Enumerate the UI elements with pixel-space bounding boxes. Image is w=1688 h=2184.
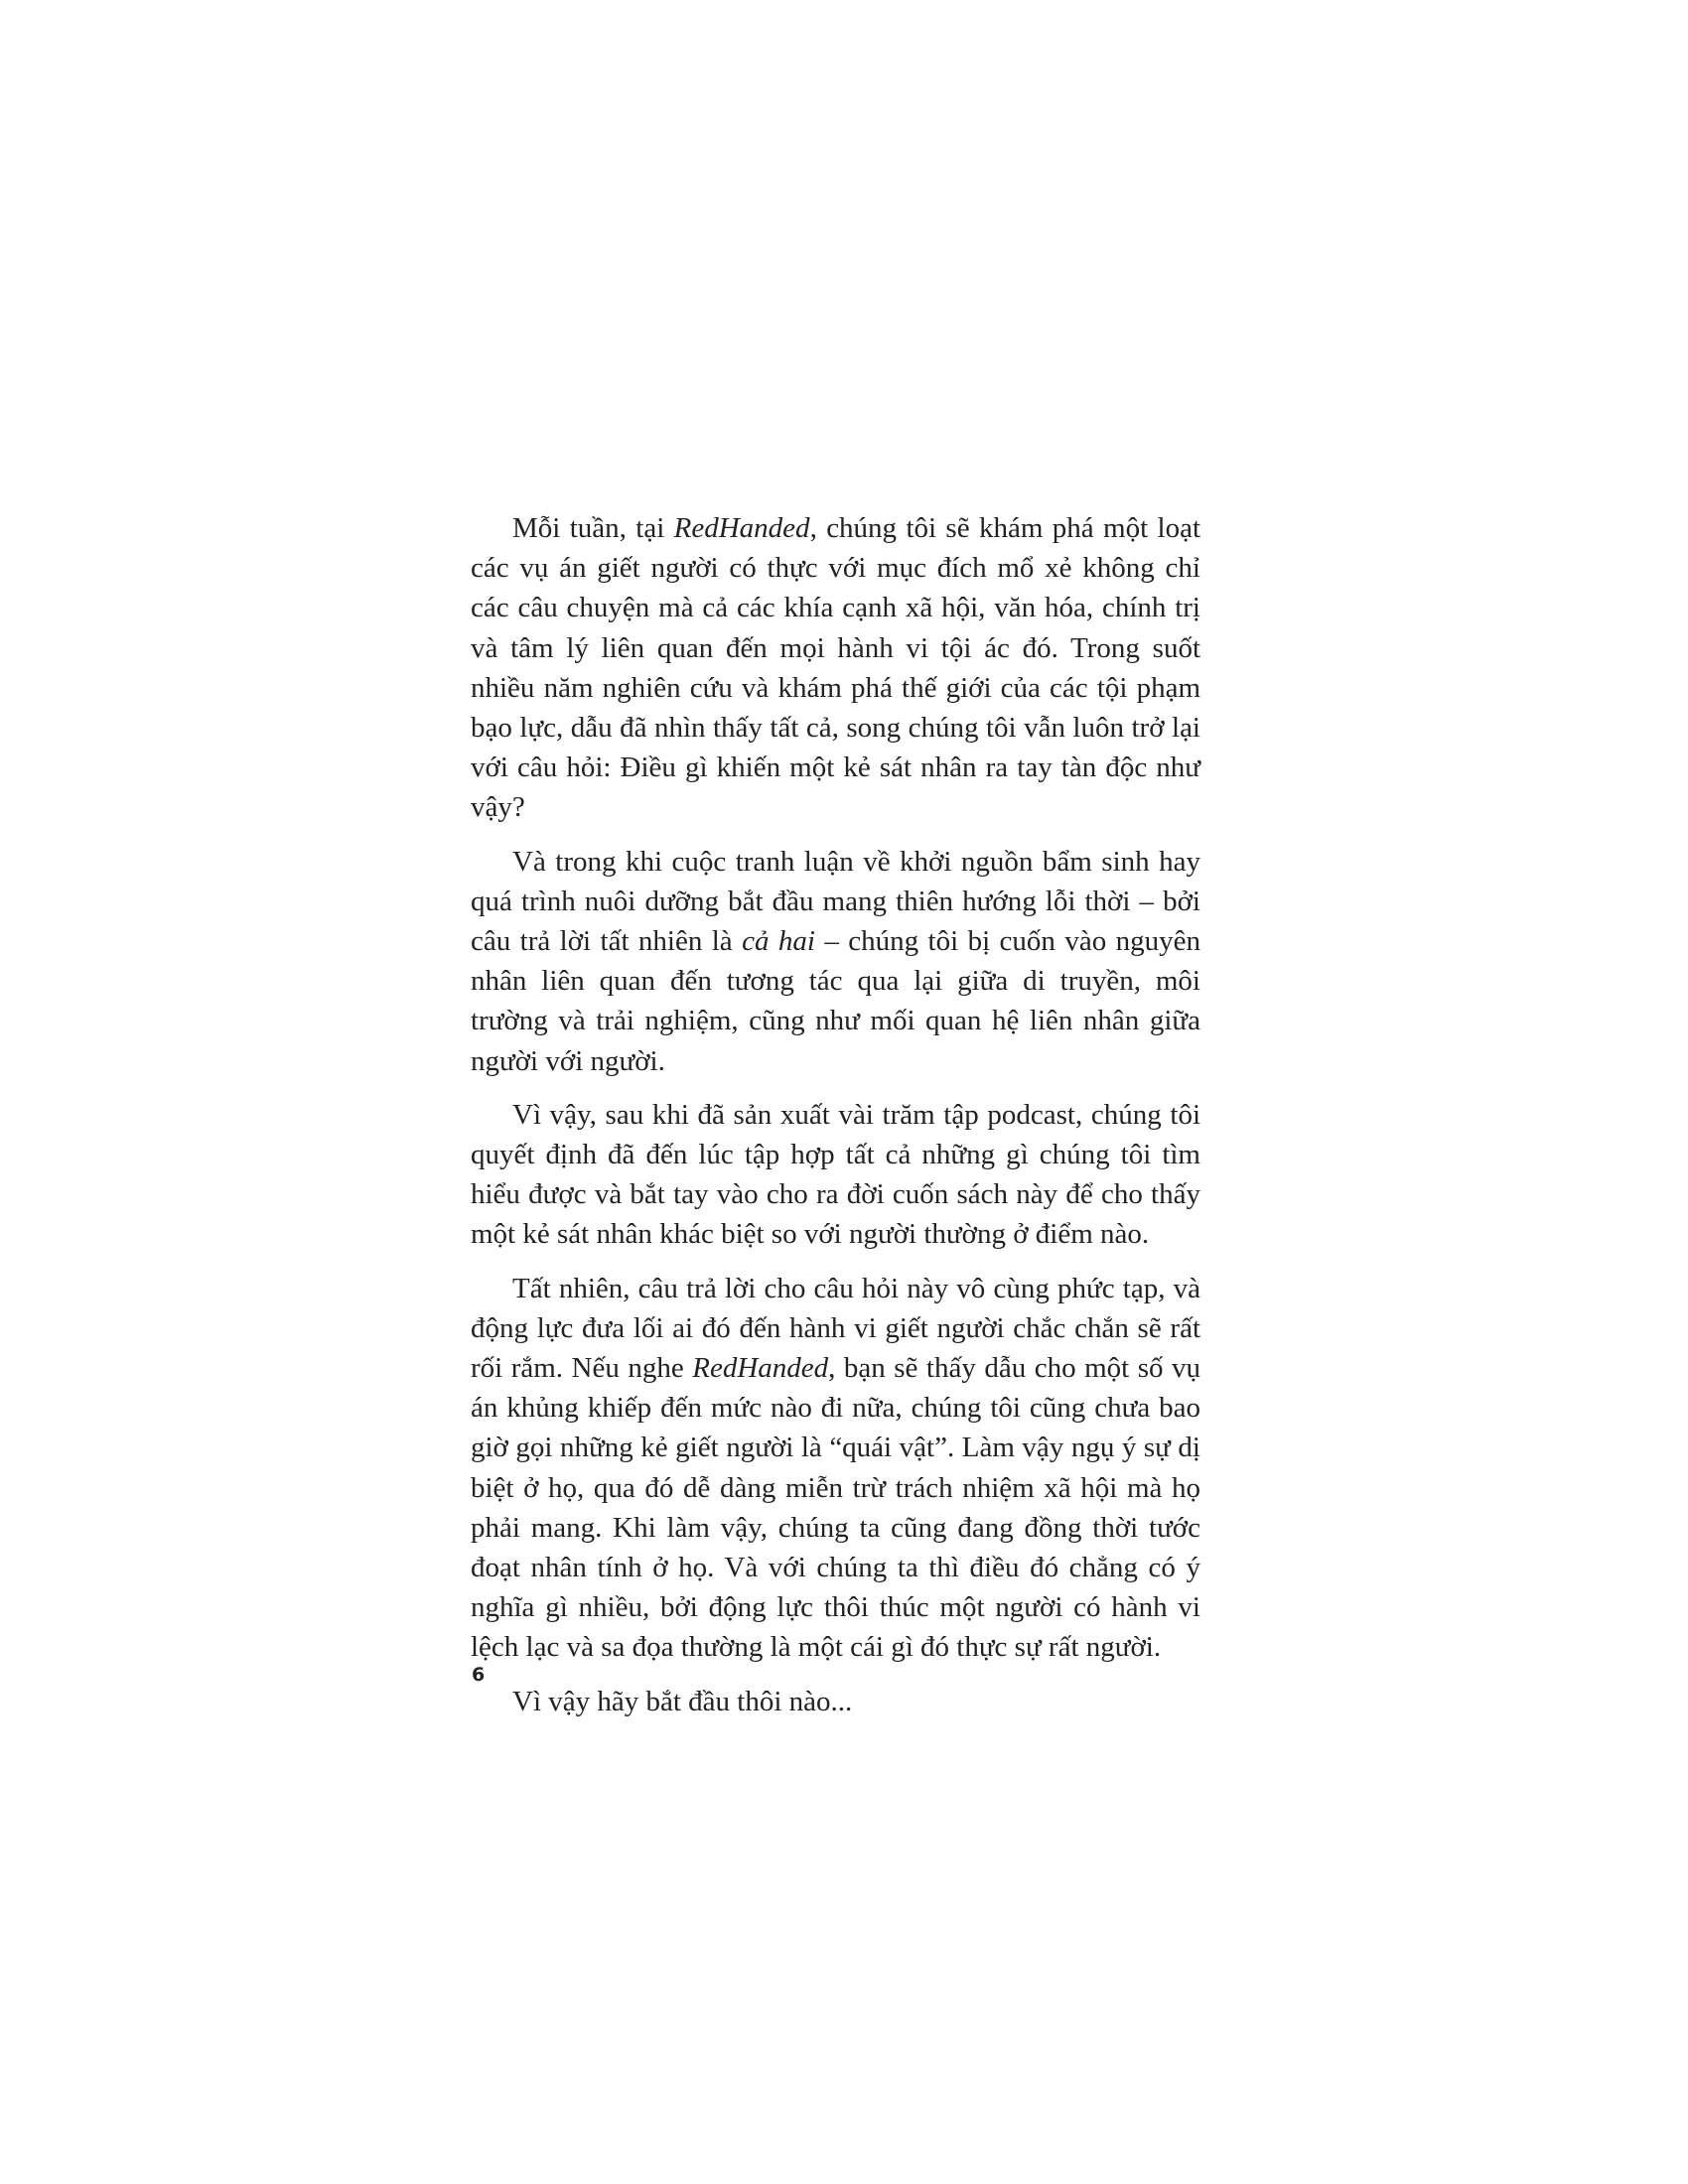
- text-run: – chúng tôi bị cuốn vào nguyên nhân liên quan đến tương tác qua lại giữa di truyền, môi trường và trải nghiệm, cũng như mối quan hệ liên nhân giữa người với người.: [471, 925, 1200, 1077]
- italic-run: RedHanded: [673, 512, 810, 544]
- paragraph: [471, 508, 1200, 828]
- body-text: [471, 508, 1200, 1721]
- text-run: Vì vậy, sau khi đã sản xuất vài trăm tập podcast, chúng tôi quyết định đã đến lúc tập hợp tất cả những gì chúng tôi tìm hiểu được và bắt tay vào cho ra đời cuốn sách này để cho thấy một kẻ sát nhân khác biệt so với người thường ở điểm nào.: [471, 1098, 1200, 1251]
- italic-run: cả hai: [742, 925, 815, 958]
- paragraph: [471, 1682, 1200, 1721]
- text-run: , bạn sẽ thấy dẫu cho một số vụ án khủng khiếp đến mức nào đi nữa, chúng tôi cũng chưa bao giờ gọi những kẻ giết người là “quái vật”. Làm vậy ngụ ý sự dị biệt ở họ, qua đó dễ dàng miễn trừ trách nhiệm xã hội mà họ phải mang. Khi làm vậy, chúng ta cũng đang đồng thời tước đoạt nhân tính ở họ. Và với chúng ta thì điều đó chẳng có ý nghĩa gì nhiều, bởi động lực thôi thúc một người có hành vi lệch lạc và sa đọa thường là một cái gì đó thực sự rất người.: [471, 1352, 1200, 1664]
- text-run: Mỗi tuần, tại: [512, 512, 674, 544]
- text-run: Và trong khi cuộc tranh luận về khởi nguồn bẩm sinh hay quá trình nuôi dưỡng bắt đầu mang thiên hướng lỗi thời – bởi câu trả lời tất nhiên là: [471, 845, 1200, 958]
- page-number: 6: [472, 1664, 486, 1686]
- paragraph: [471, 1095, 1200, 1255]
- text-run: Vì vậy hãy bắt đầu thôi nào...: [512, 1685, 853, 1717]
- italic-run: RedHanded: [692, 1352, 829, 1385]
- paragraph: [471, 1269, 1200, 1668]
- paragraph: [471, 842, 1200, 1081]
- text-run: Tất nhiên, câu trả lời cho câu hỏi này vô cùng phức tạp, và động lực đưa lối ai đó đến hành vi giết người chắc chắn sẽ rất rối rắm. Nếu nghe: [471, 1272, 1200, 1385]
- text-run: , chúng tôi sẽ khám phá một loạt các vụ án giết người có thực với mục đích mổ xẻ không chỉ các câu chuyện mà cả các khía cạnh xã hội, văn hóa, chính trị và tâm lý liên quan đến mọi hành vi tội ác đó. Trong suốt nhiều năm nghiên cứu và khám phá thế giới của các tội phạm bạo lực, dẫu đã nhìn thấy tất cả, song chúng tôi vẫn luôn trở lại với câu hỏi: Điều gì khiến một kẻ sát nhân ra tay tàn độc như vậy?: [471, 512, 1201, 824]
